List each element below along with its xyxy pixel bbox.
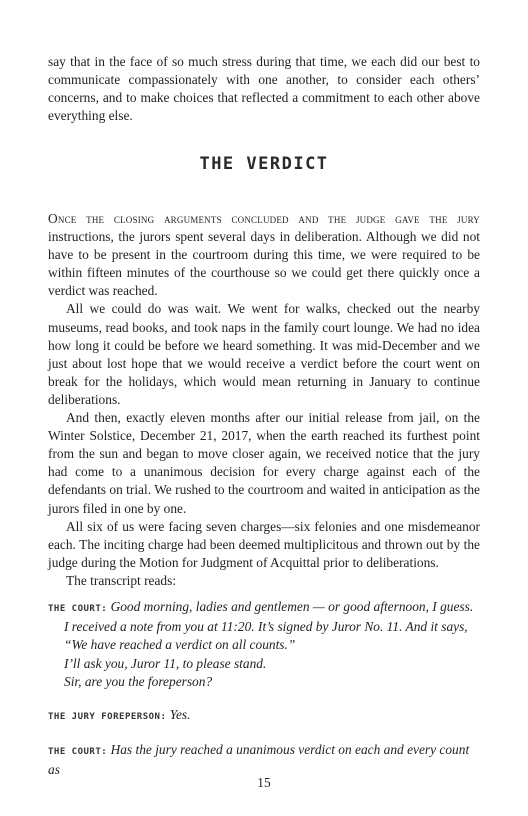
paragraph-4: All six of us were facing seven charges—six felonies and one misdemeanor each. The inciting charge had been deemed multiplicitous and thrown out by the judge during the Motion for Judgment of Acquittal prior to deliberations.: [48, 518, 480, 570]
transcript-line: I received a note from you at 11:20. It’s signed by Juror No. 11. And it says,: [64, 619, 468, 635]
paragraph: say that in the face of so much stress during that time, we each did our best to communicate compassionately with one another, to consider each others’ concerns, and to make choices that reflected a commitment to each other above everything else.: [48, 54, 480, 124]
transcript-line: THE COURT: Good morning, ladies and gentlemen — or good afternoon, I guess.: [48, 599, 474, 614]
transcript-text: Good morning, ladies and gentlemen — or good afternoon, I guess.: [110, 599, 474, 614]
transcript-entry: THE COURT: Has the jury reached a unanimous verdict on each and every count as: [48, 742, 470, 778]
transcript-text: Yes.: [169, 707, 191, 722]
paragraph-2: All we could do was wait. We went for walks, checked out the nearby museums, read books, and took naps in the family court lounge. We had no idea how long it could be before we heard something. It was mid-December and we just about lost hope that we would receive a verdict before the court went on break for the holidays, which would mean returning in January to continue deliberations.: [48, 301, 480, 407]
section-body: [48, 210, 480, 590]
transcript-line: Sir, are you the foreperson?: [64, 673, 213, 689]
continued-paragraph: [48, 53, 480, 125]
transcript-line: I’ll ask you, Juror 11, to please stand.: [64, 655, 267, 671]
paragraph-5: The transcript reads:: [66, 572, 177, 588]
paragraph-1-text: instructions, the jurors spent several days in deliberation. Although we did not have to be present in the courtroom during this time, we were required to be within fifteen minutes of the courthouse so we could get there quickly once a verdict was reached.: [48, 229, 480, 299]
paragraph-lead-in: Once the closing arguments concluded and the judge gave the jury: [48, 211, 480, 226]
section-heading: THE VERDICT: [199, 154, 329, 174]
speaker-label: THE JURY FOREPERSON: [48, 712, 161, 722]
speaker-label: THE COURT: [48, 604, 102, 614]
page-number: 15: [257, 775, 271, 790]
speaker-label: THE COURT: [48, 747, 102, 757]
paragraph-3: And then, exactly eleven months after our initial release from jail, on the Winter Solstice, December 21, 2017, when the earth reached its furthest point from the sun and began to move closer again, we received notice that the jury had come to a unanimous decision for every charge against each of the defendants on trial. We rushed to the courtroom and waited in anticipation as the jurors filed in one by one.: [48, 410, 480, 516]
transcript-text: Has the jury reached a unanimous verdict on each and every count as: [48, 742, 470, 778]
transcript-entry: THE JURY FOREPERSON: Yes.: [48, 707, 191, 722]
transcript-line: “We have reached a verdict on all counts.”: [64, 637, 296, 653]
transcript-entry: [48, 598, 480, 691]
paragraph-1: [48, 210, 480, 300]
